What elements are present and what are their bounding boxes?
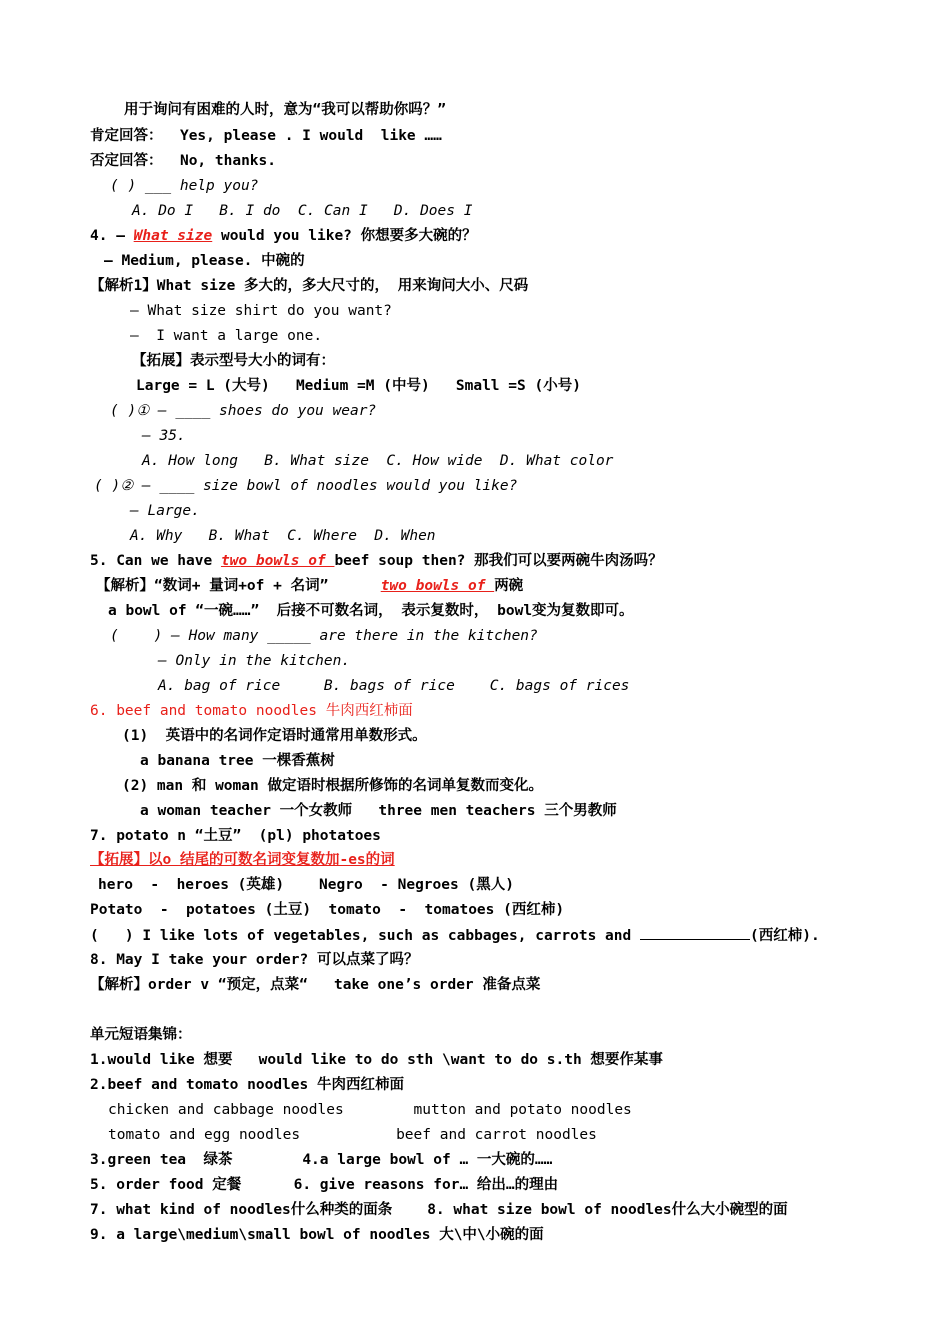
exercise-answer: — 35.	[142, 428, 186, 444]
phrase-line: 5. order food 定餐 6. give reasons for… 给出…的理由	[90, 1177, 559, 1193]
heading-item-8: 8. May I take your order? 可以点菜了吗？	[90, 952, 419, 968]
extension-line: 【拓展】以o 结尾的可数名词变复数加-es的词	[90, 852, 395, 868]
exercise-question	[90, 925, 820, 945]
example-line: — I want a large one.	[130, 328, 323, 344]
text-line: Large = L (大号) Medium =M (中号) Small =S (小号)	[136, 378, 581, 394]
heading-item-6: 6. beef and tomato noodles 牛肉西红柿面	[90, 703, 413, 719]
text-line: Potato - potatoes (土豆) tomato - tomatoes (西红柿)	[90, 902, 565, 918]
analysis-line: 【解析1】What size 多大的，多大尺寸的， 用来询问大小、尺码	[90, 278, 529, 294]
exercise-options: A. Why B. What C. Where D. When	[130, 528, 436, 544]
heading-item-4	[90, 226, 477, 246]
analysis-line	[96, 576, 523, 596]
example-line: — What size shirt do you want?	[130, 303, 392, 319]
text-line: — Medium, please. 中碗的	[104, 253, 305, 269]
phrase-line: 3.green tea 绿茶 4.a large bowl of … 一大碗的……	[90, 1152, 553, 1168]
exercise-options: A. bag of rice B. bags of rice C. bags of rices	[158, 678, 630, 694]
exercise-question: ( ) ___ help you?	[110, 178, 259, 194]
phrase-line: 7. what kind of noodles什么种类的面条 8. what size bowl of noodles什么大小碗型的面	[90, 1202, 788, 1218]
text-segment: beef soup then? 那我们可以要两碗牛肉汤吗？	[334, 553, 663, 569]
text-line: (2) man 和 woman 做定语时根据所修饰的名词单复数而变化。	[122, 778, 543, 794]
phrase-line: chicken and cabbage noodles mutton and potato noodles	[108, 1102, 632, 1118]
exercise-answer: — Only in the kitchen.	[158, 653, 351, 669]
exercise-options: A. Do I B. I do C. Can I D. Does I	[132, 203, 473, 219]
text-segment: 【解析】“数词+ 量词+of + 名词”	[96, 578, 381, 594]
text-segment: ( ) I like lots of vegetables, such as cabbages, carrots and	[90, 928, 640, 944]
text-segment: 两碗	[494, 578, 524, 594]
text-line: 用于询问有困难的人时，意为“我可以帮助你吗？”	[124, 102, 446, 118]
text-line: a banana tree 一棵香蕉树	[140, 753, 335, 769]
highlight-phrase: What size	[133, 228, 213, 244]
exercise-options: A. How long B. What size C. How wide D. What color	[142, 453, 614, 469]
highlight-phrase: two bowls of	[380, 578, 495, 594]
answer-blank	[640, 925, 750, 940]
phrase-line: 1.would like 想要 would like to do sth \want to do s.th 想要作某事	[90, 1052, 663, 1068]
text-segment: (西红柿).	[749, 928, 820, 944]
phrase-line: 9. a large\medium\small bowl of noodles 大\中\小碗的面	[90, 1227, 544, 1243]
heading-item-7: 7. potato n “土豆” (pl) photatoes	[90, 828, 381, 844]
text-line: 否定回答： No, thanks.	[90, 153, 276, 169]
text-segment: would you like? 你想要多大碗的？	[212, 228, 477, 244]
text-line: hero - heroes (英雄) Negro - Negroes (黑人)	[98, 877, 514, 893]
text-line: (1) 英语中的名词作定语时通常用单数形式。	[122, 728, 427, 744]
text-line: a woman teacher 一个女教师 three men teachers 三个男教师	[140, 803, 617, 819]
extension-line: 【拓展】表示型号大小的词有：	[132, 353, 335, 369]
phrase-line: 2.beef and tomato noodles 牛肉西红柿面	[90, 1077, 404, 1093]
highlight-phrase: two bowls of	[220, 553, 335, 569]
exercise-question: ( )① — ____ shoes do you wear?	[110, 403, 377, 419]
exercise-question: ( )② — ____ size bowl of noodles would you like?	[94, 478, 518, 494]
text-line: 肯定回答： Yes, please . I would like ……	[90, 128, 442, 144]
analysis-line: 【解析】order v “预定，点菜“ take one’s order 准备点菜	[90, 977, 541, 993]
text-segment: 4. —	[90, 228, 134, 244]
section-title: 单元短语集锦：	[90, 1027, 192, 1043]
phrase-line: tomato and egg noodles beef and carrot noodles	[108, 1127, 597, 1143]
exercise-question: ( ) — How many _____ are there in the kitchen?	[110, 628, 538, 644]
heading-item-5	[90, 551, 663, 571]
text-line: a bowl of “一碗……” 后接不可数名词， 表示复数时， bowl变为复数即可。	[108, 603, 634, 619]
text-segment: 5. Can we have	[90, 553, 221, 569]
exercise-answer: — Large.	[130, 503, 200, 519]
